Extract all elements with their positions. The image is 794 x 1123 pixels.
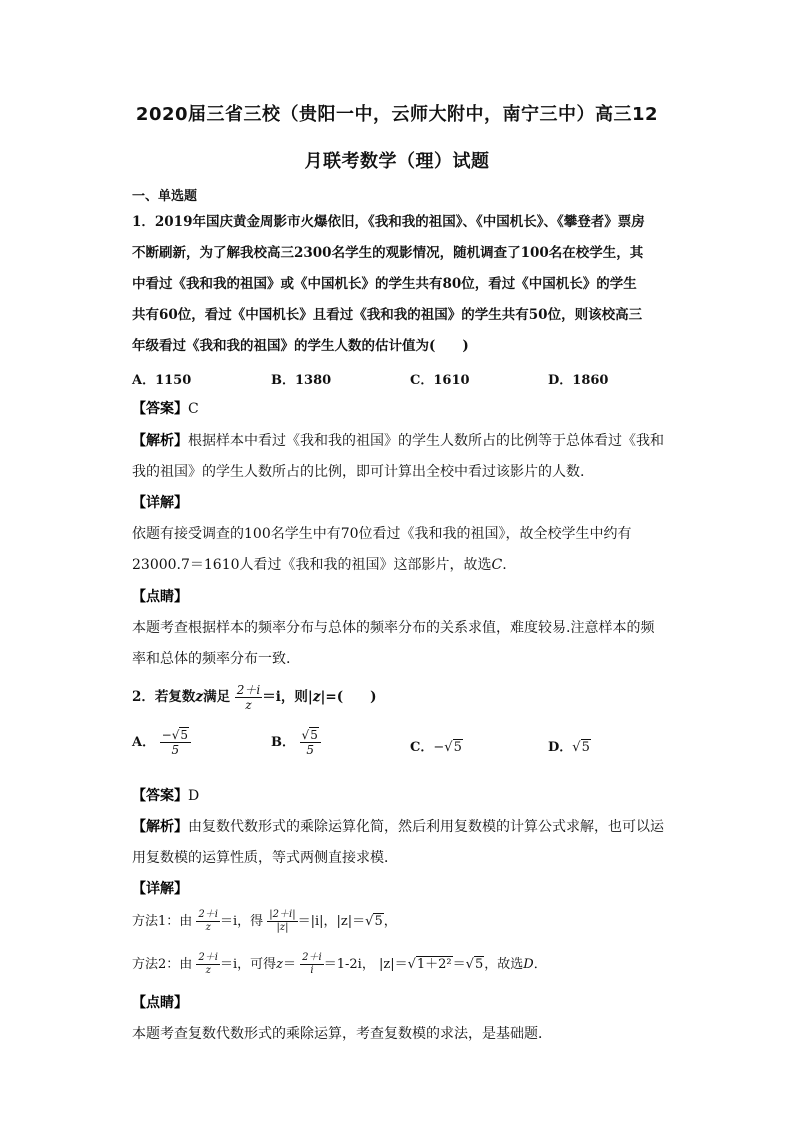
q2-analysis-tag: 【解析】 <box>132 819 188 835</box>
q1-option-c: C．1610 <box>410 373 470 388</box>
q2-option-b-fraction <box>300 728 321 757</box>
sqrt-symbol-icon: √5 <box>444 740 462 755</box>
q2-answer-tag: 【答案】 <box>132 788 188 804</box>
q2-option-b-label: B． <box>271 735 295 750</box>
sqrt-symbol-icon: √5 <box>171 728 188 742</box>
sqrt-symbol-icon: √5 <box>301 728 318 742</box>
q1-analysis-line-2: 我的祖国》的学生人数所占的比例，即可计算出全校中看过该影片的人数. <box>132 464 585 480</box>
q2-m2-eq2: ＝ <box>283 957 297 972</box>
section-heading: 一、单选题 <box>132 189 198 204</box>
q2-stem-fraction <box>235 683 262 712</box>
q1-stem-line-2: 不断刷新，为了解我校高三2300名学生的观影情况，随机调查了100名在校学生，其 <box>132 245 644 261</box>
q2-option-c-label: C． <box>410 740 434 755</box>
q2-m2-fraction <box>196 952 220 977</box>
q1-detail-line-1: 依题有接受调查的100名学生中有70位看过《我和我的祖国》，故全校学生中约有 <box>132 526 632 542</box>
q2-stem-eq: ＝i，则| <box>262 689 313 705</box>
q2-option-c <box>410 736 463 755</box>
q2-option-a-label: A． <box>132 735 156 750</box>
q2-method-1 <box>132 904 397 940</box>
q2-comment-line-1: 本题考查复数代数形式的乘除运算，考查复数模的求法，是基础题． <box>132 1026 552 1042</box>
q2-option-c-radicand: 5 <box>453 740 462 755</box>
q2-m2-abs: |z|＝ <box>378 957 408 972</box>
document-title-line-2: 月联考数学（理）试题 <box>304 151 490 172</box>
q2-stem-z: z <box>195 689 204 705</box>
q1-detail-tag: 【详解】 <box>132 495 188 511</box>
q1-detail-choice: C <box>491 557 503 573</box>
q2-stem <box>132 680 376 714</box>
q1-analysis-line-1 <box>132 432 664 450</box>
q2-method-2 <box>132 947 547 983</box>
q2-stem-fraction-num: 2＋i <box>236 683 261 697</box>
document-title-line-1: 2020届三省三校（贵阳一中，云师大附中，南宁三中）高三12 <box>135 104 659 125</box>
q1-comment-line-1: 本题考查根据样本的频率分布与总体的频率分布的关系求值，难度较易.注意样本的频 <box>132 620 655 636</box>
q2-m2-radicand-2: 5 <box>474 957 484 972</box>
q2-stem-end: |=( ) <box>320 689 377 705</box>
q2-option-c-sign: − <box>433 740 445 755</box>
q2-m1-radicand: 5 <box>374 914 383 929</box>
q2-m1-fraction-2 <box>267 909 297 934</box>
sqrt-symbol-icon: √5 <box>365 914 383 929</box>
q1-option-a: A．1150 <box>132 373 192 388</box>
q1-detail-text-2: 23000.7＝1610人看过《我和我的祖国》这部影片，故选 <box>132 557 492 573</box>
q2-option-d <box>548 736 591 755</box>
q2-answer <box>132 787 199 805</box>
q2-answer-value: D <box>188 788 200 804</box>
q2-stem-prefix: 2．若复数 <box>132 689 196 705</box>
q1-stem-line-5: 年级看过《我和我的祖国》的学生人数的估计值为( ) <box>132 338 469 354</box>
q2-analysis-line-2: 用复数模的运算性质，等式两侧直接求模． <box>132 850 398 866</box>
q2-option-a-fraction <box>160 728 191 757</box>
q2-comment-tag: 【点睛】 <box>132 995 188 1011</box>
sqrt-symbol-icon: √5 <box>572 740 590 755</box>
q2-m1-frac-den: z <box>205 922 211 933</box>
q2-stem-mid: 满足 <box>203 689 231 705</box>
q1-analysis-text-1: 根据样本中看过《我和我的祖国》的学生人数所占的比例等于总体看过《我和 <box>188 433 664 449</box>
q1-stem-line-3: 中看过《我和我的祖国》或《中国机长》的学生共有80位，看过《中国机长》的学生 <box>132 276 637 292</box>
q1-detail-line-2 <box>132 556 507 574</box>
q2-option-b-den: 5 <box>306 743 314 757</box>
q2-analysis-line-1 <box>132 818 664 836</box>
q1-analysis-tag: 【解析】 <box>132 433 188 449</box>
q2-m2-prefix: 方法2：由 <box>132 957 193 972</box>
q2-m1-frac2-num: |2＋i| <box>269 909 296 920</box>
q2-analysis-text-1: 由复数代数形式的乘除运算化简，然后利用复数模的计算公式求解，也可以运 <box>188 819 664 835</box>
q2-m2-radicand: 1＋2² <box>416 957 452 972</box>
q2-m2-frac-num: 2＋i <box>198 952 218 963</box>
q2-m2-rest: ＝1-2i， <box>323 957 375 972</box>
q2-m2-choice: D <box>523 957 534 972</box>
q2-m1-end: ， <box>383 914 397 929</box>
q1-option-d: D．1860 <box>548 373 609 388</box>
q1-answer-value: C <box>188 401 199 417</box>
q2-m1-rest: ＝|i|，|z|＝ <box>297 914 366 929</box>
q1-option-b: B．1380 <box>271 373 332 388</box>
q1-detail-dot: . <box>502 557 507 573</box>
q2-detail-tag: 【详解】 <box>132 881 188 897</box>
q2-m1-prefix: 方法1：由 <box>132 914 193 929</box>
q2-m1-frac2-den: |z| <box>276 922 289 933</box>
q1-stem-line-4: 共有60位，看过《中国机长》且看过《我和我的祖国》的学生共有50位，则该校高三 <box>132 307 643 323</box>
q2-option-a-radicand: 5 <box>180 728 188 742</box>
q2-m2-eq: ＝i，可得 <box>219 957 277 972</box>
q2-m1-eq: ＝i，得 <box>219 914 264 929</box>
q2-option-d-label: D． <box>548 740 573 755</box>
q2-option-b <box>271 728 321 757</box>
q2-m2-z: z <box>276 957 284 972</box>
q2-m2-dot: ． <box>533 957 547 972</box>
q1-comment-tag: 【点睛】 <box>132 589 188 605</box>
q2-m2-eq3: ＝ <box>452 957 466 972</box>
q2-option-b-num <box>300 728 321 743</box>
q2-option-a <box>132 728 191 757</box>
q2-stem-fraction-den: z <box>245 698 252 712</box>
sqrt-symbol-icon: √1＋2² <box>407 957 452 972</box>
q2-stem-z2: z <box>312 689 321 705</box>
q2-m1-frac-num: 2＋i <box>198 909 218 920</box>
q1-comment-line-2: 率和总体的频率分布一致. <box>132 651 291 667</box>
q1-stem-line-1: 1．2019年国庆黄金周影市火爆依旧，《我和我的祖国》、《中国机长》、《攀登者》票房 <box>132 214 645 230</box>
q2-m2-frac2-num: 2＋i <box>302 952 322 963</box>
q2-m2-fraction-2 <box>300 952 324 977</box>
q1-answer-tag: 【答案】 <box>132 401 188 417</box>
q2-m2-end: ，故选 <box>484 957 524 972</box>
sqrt-symbol-icon: √5 <box>465 957 484 972</box>
q2-m2-frac2-den: i <box>310 965 314 976</box>
q2-m2-frac-den: z <box>205 965 211 976</box>
q2-option-a-num <box>160 728 191 743</box>
q2-option-b-radicand: 5 <box>310 728 318 742</box>
q2-option-a-sign: − <box>161 728 172 742</box>
q2-m1-fraction <box>196 909 220 934</box>
q2-option-d-radicand: 5 <box>581 740 590 755</box>
q1-answer <box>132 400 199 418</box>
q2-option-a-den: 5 <box>171 743 180 757</box>
